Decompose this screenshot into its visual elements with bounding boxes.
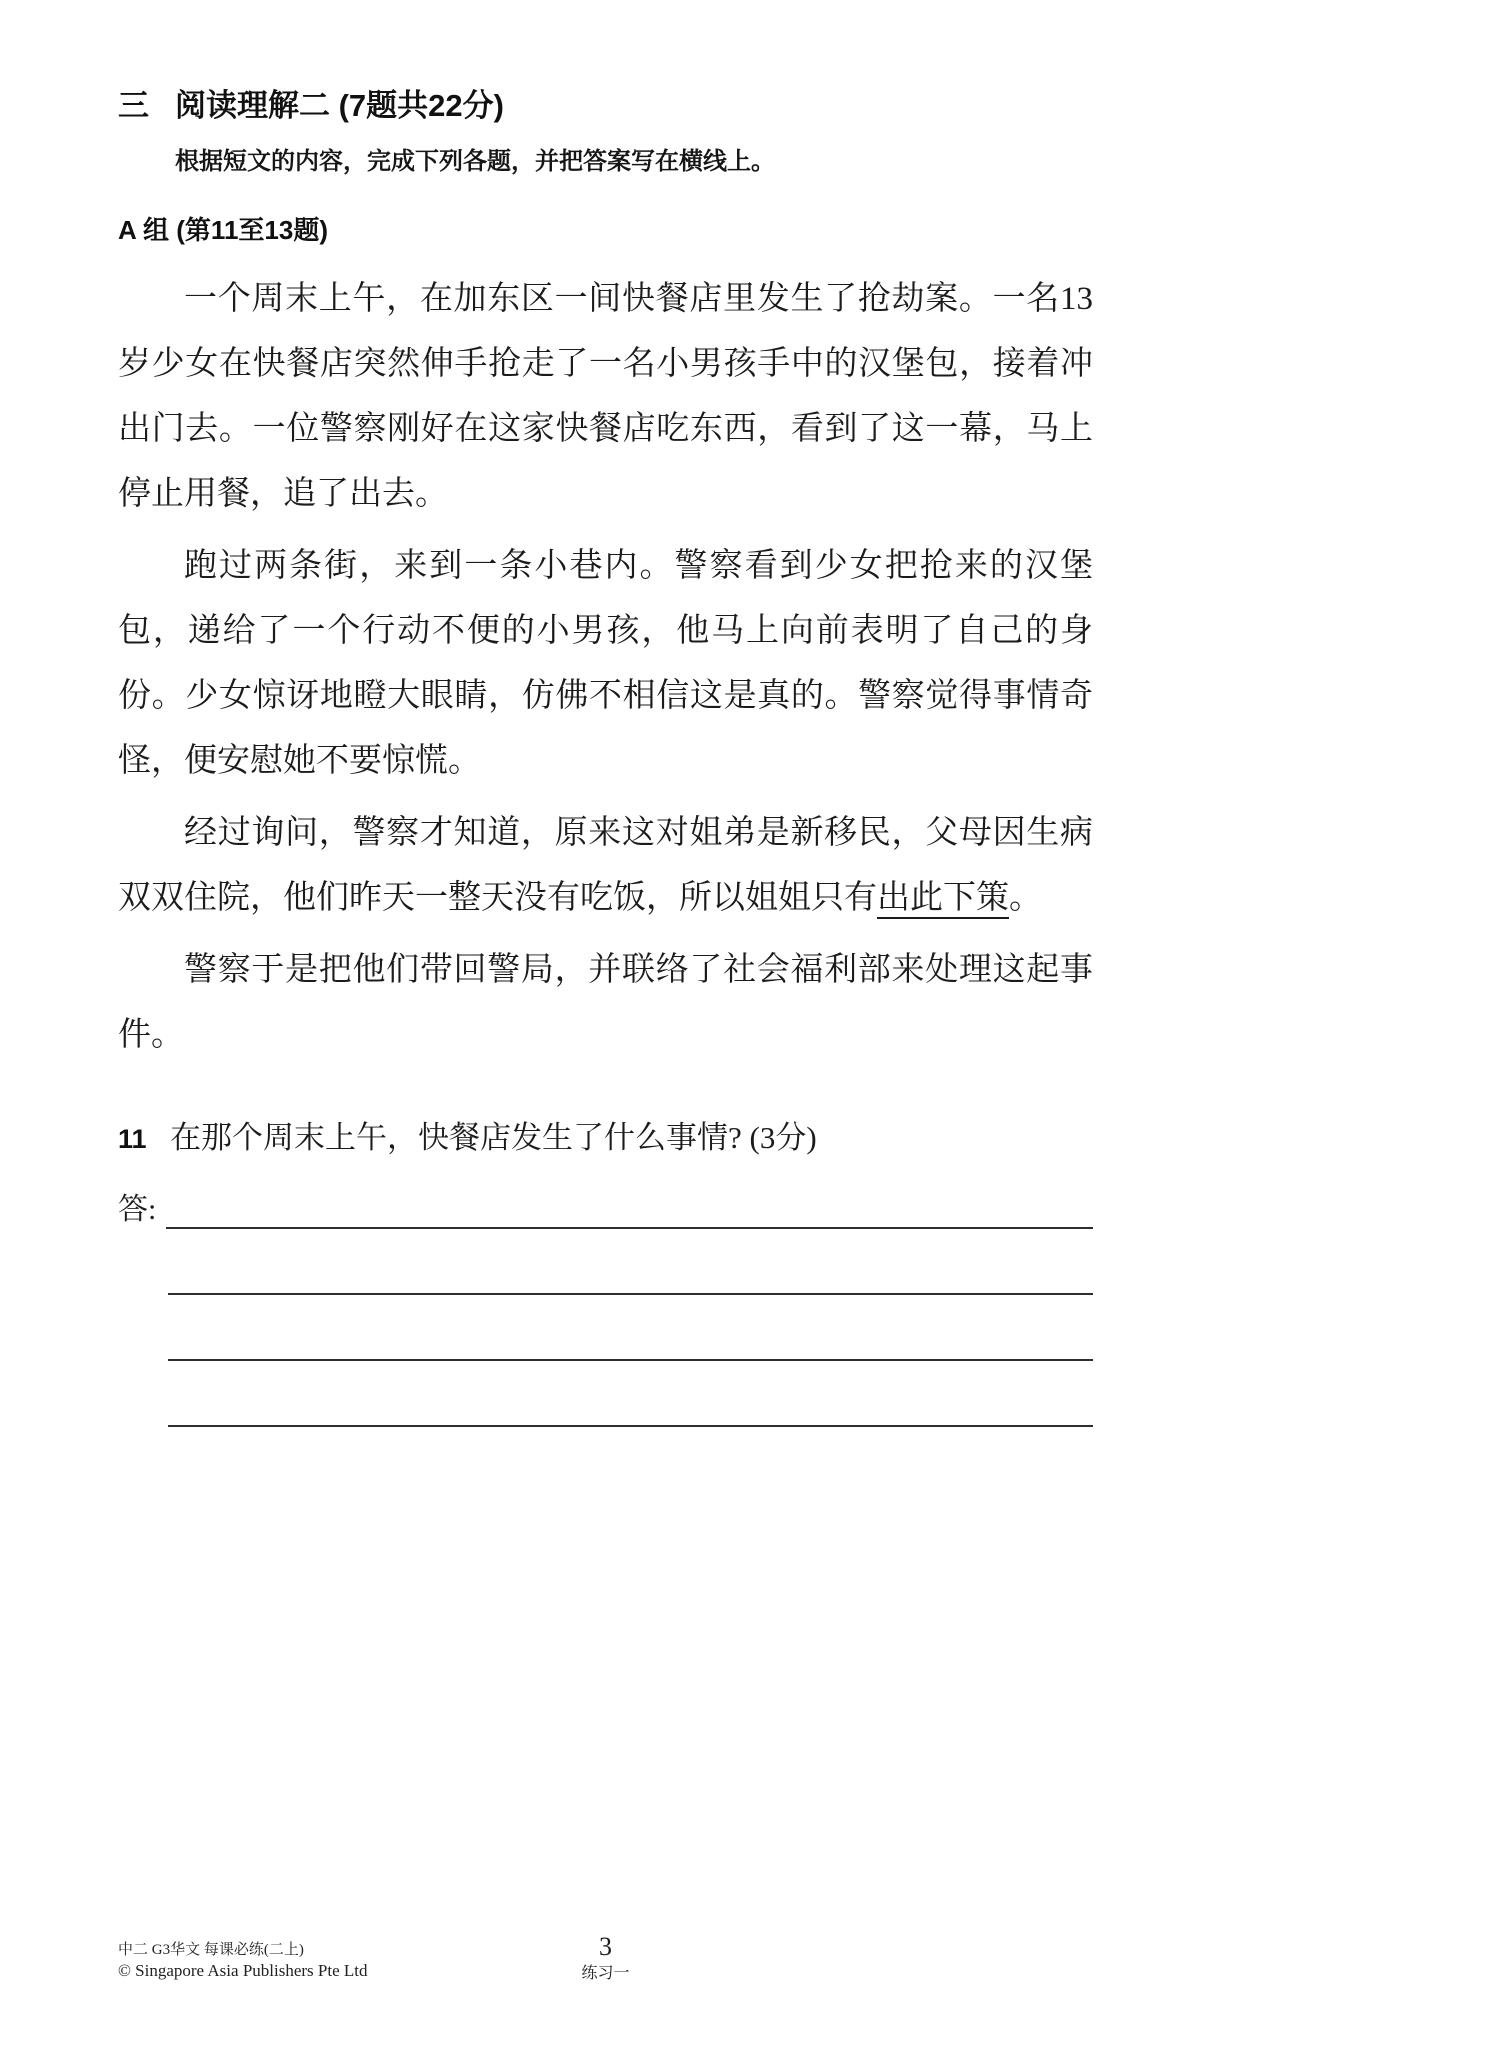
question-number: 11 (118, 1124, 147, 1154)
passage-paragraph-4: 警察于是把他们带回警局，并联络了社会福利部来处理这起事件。 (118, 952, 1093, 1053)
section-number: 三 (118, 88, 149, 123)
answer-block (118, 1185, 1093, 1427)
answer-label: 答: (118, 1193, 157, 1226)
publisher-copyright: © Singapore Asia Publishers Pte Ltd (118, 1961, 368, 1980)
answer-line[interactable] (168, 1295, 1093, 1361)
instruction-text: 根据短文的内容，完成下列各题，并把答案写在横线上。 (175, 148, 775, 175)
passage-paragraph-3-after: 。 (1009, 880, 1042, 916)
answer-row-3 (118, 1295, 1093, 1361)
section-header (118, 80, 1093, 125)
exercise-label: 练习一 (581, 1965, 630, 1982)
answer-line[interactable] (166, 1185, 1093, 1229)
answer-line[interactable] (168, 1229, 1093, 1295)
worksheet-page (118, 80, 1093, 1427)
question-text: 在那个周末上午，快餐店发生了什么事情? (3分) (170, 1120, 817, 1155)
answer-row-2 (118, 1229, 1093, 1295)
passage-paragraph-2: 跑过两条街，来到一条小巷内。警察看到少女把抢来的汉堡包，递给了一个行动不便的小男孩，他马上向前表明了自己的身份。少女惊讶地瞪大眼睛，仿佛不相信这是真的。警察觉得事情奇怪，便安慰她不要惊慌。 (118, 548, 1093, 779)
passage-paragraph-3-before: 经过询问，警察才知道，原来这对姐弟是新移民，父母因生病双双住院，他们昨天一整天没有吃饭，所以姐姐只有 (118, 815, 1093, 916)
answer-row-1 (118, 1185, 1093, 1229)
section-title: 阅读理解二 (7题共22分) (175, 88, 504, 123)
answer-row-4 (118, 1361, 1093, 1427)
page-number: 3 (599, 1932, 612, 1961)
passage-paragraph-3 (118, 801, 1093, 931)
answer-line[interactable] (168, 1361, 1093, 1427)
footer-pagination (118, 1932, 1093, 1984)
book-info: 中二 G3华文 每课必练(二上) (118, 1942, 304, 1958)
group-label: A 组 (第11至13题) (118, 215, 328, 245)
question-11 (118, 1112, 1093, 1157)
page-footer (118, 1932, 1093, 2002)
underlined-phrase: 出此下策 (877, 880, 1009, 916)
reading-passage (118, 267, 1093, 1068)
passage-paragraph-1: 一个周末上午，在加东区一间快餐店里发生了抢劫案。一名13岁少女在快餐店突然伸手抢走了一名小男孩手中的汉堡包，接着冲出门去。一位警察刚好在这家快餐店吃东西，看到了这一幕，马上停止用餐，追了出去。 (118, 281, 1093, 512)
